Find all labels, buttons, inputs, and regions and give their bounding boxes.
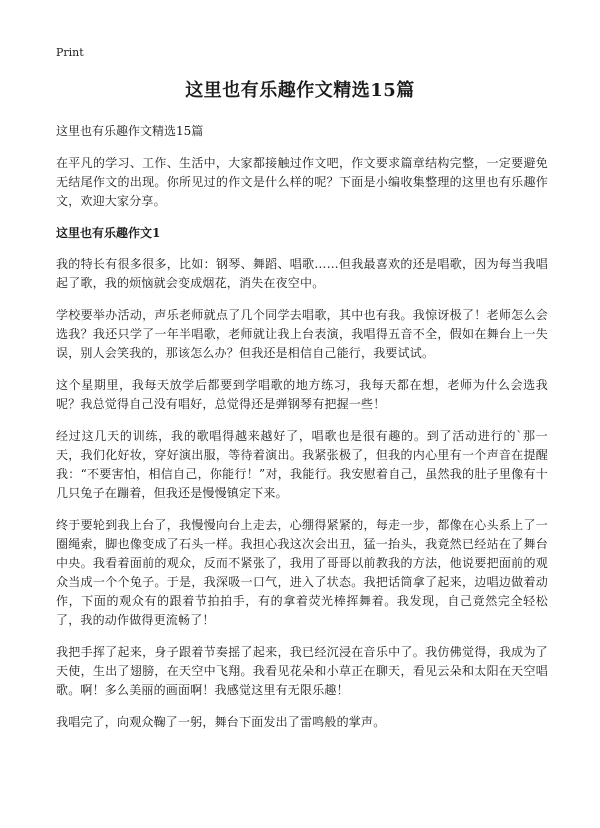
document-title: 这里也有乐趣作文精选15篇 <box>185 80 415 101</box>
section-heading: 这里也有乐趣作文1 <box>56 226 161 240</box>
body-paragraph-7: 我唱完了，向观众鞠了一躬，舞台下面发出了雷鸣般的掌声。 <box>56 715 386 729</box>
body-paragraph-5: 终于要轮到我上台了，我慢慢向台上走去，心绷得紧紧的，每走一步，都像在心头系上了一圈绳索，脚也像变成了石头一样。我担心我这次会出丑，猛一抬头，我竟然已经站在了舞台中央。我看着面前的观众，反而不紧张了，我用了哥哥以前教我的方法，他说要把面前的观众当成一个个兔子。于是，我深吸一口气，进入了状态。我把话筒拿了起来，边唱边做着动作，下面的观众有的跟着节拍拍手，有的拿着荧光棒挥舞着。我发现，自己竟然完全轻松了，我的动作做得更流畅了！ <box>56 518 548 627</box>
intro-paragraph: 在平凡的学习、工作、生活中，大家都接触过作文吧，作文要求篇章结构完整，一定要避免无结尾作文的出现。你所见过的作文是什么样的呢？下面是小编收集整理的这里也有乐趣作文，欢迎大家分享。 <box>56 156 548 208</box>
document-subtitle: 这里也有乐趣作文精选15篇 <box>56 124 204 138</box>
body-paragraph-2: 学校要举办活动，声乐老师就点了几个同学去唱歌，其中也有我。我惊讶极了！老师怎么会选我？我还只学了一年半唱歌，老师就让我上台表演，我唱得五音不全，假如在舞台上一失误，别人会笑我的，那该怎么办？但我还是相信自己能行，我要试试。 <box>56 308 548 360</box>
body-paragraph-4: 经过这几天的训练，我的歌唱得越来越好了，唱歌也是很有趣的。到了活动进行的`那一天，我们化好妆，穿好演出服，等待着演出。我紧张极了，但我的内心里有一个声音在提醒我：“不要害怕，相信自己，你能行！”对，我能行。我安慰着自己，虽然我的肚子里像有十几只兔子在蹦着，但我还是慢慢镇定下来。 <box>56 429 548 500</box>
body-paragraph-1: 我的特长有很多很多，比如：钢琴、舞蹈、唱歌……但我最喜欢的还是唱歌，因为每当我唱起了歌，我的烦恼就会变成烟花，消失在夜空中。 <box>56 257 548 290</box>
document-body <box>56 122 548 745</box>
body-paragraph-3: 这个星期里，我每天放学后都要到学唱歌的地方练习，我每天都在想，老师为什么会选我呢？我总觉得自己没有唱好，总觉得还是弹钢琴有把握一些！ <box>56 378 548 411</box>
body-paragraph-6: 我把手挥了起来，身子跟着节奏摇了起来，我已经沉浸在音乐中了。我仿佛觉得，我成为了天使，生出了翅膀，在天空中飞翔。我看见花朵和小草正在聊天，看见云朵和太阳在天空唱歌。啊！多么美丽的画面啊！我感觉这里有无限乐趣！ <box>56 645 548 697</box>
print-link[interactable]: Print <box>56 46 84 59</box>
